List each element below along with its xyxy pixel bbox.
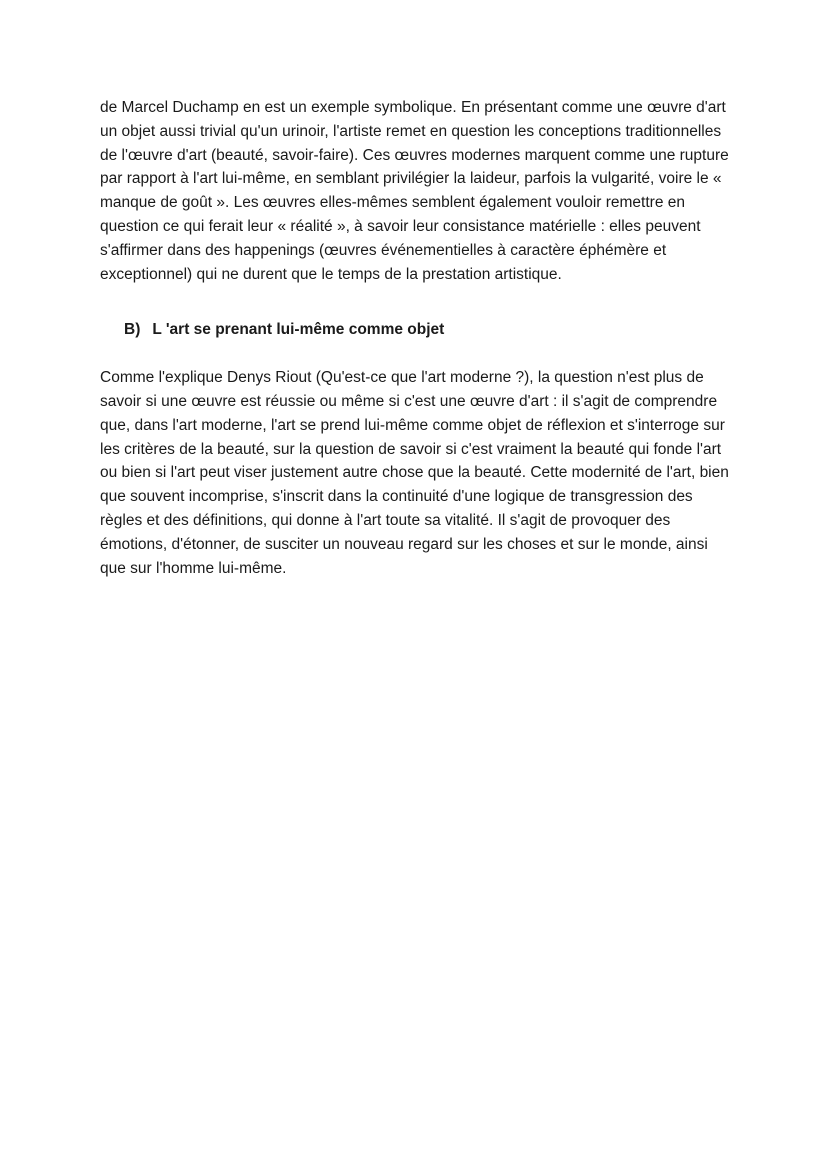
section-heading-text: L 'art se prenant lui-même comme objet: [152, 321, 445, 339]
paragraph-riout: Comme l'explique Denys Riout (Qu'est-ce que l'art moderne ?), la question n'est plus de savoir si une œuvre est réussie ou même si c'est une œuvre d'art : il s'agit de comprendre que, dans l'art moderne, l'art se prend lui-même comme objet de réflexion et s'interroge sur les critères de la beauté, sur la question de savoir si c'est vraiment la beauté qui fonde l'art ou bien si l'art peut viser justement autre chose que la beauté. Cette modernité de l'art, bien que souvent incomprise, s'inscrit dans la continuité d'une logique de transgression des règles et des définitions, qui donne à l'art toute sa vitalité. Il s'agit de provoquer des émotions, d'étonner, de susciter un nouveau regard sur les choses et sur le monde, ainsi que sur l'homme lui-même.: [100, 369, 729, 577]
document-content: [100, 96, 732, 580]
paragraph-duchamp: de Marcel Duchamp en est un exemple symbolique. En présentant comme une œuvre d'art un objet aussi trivial qu'un urinoir, l'artiste remet en question les conceptions traditionnelles de l'œuvre d'art (beauté, savoir-faire). Ces œuvres modernes marquent comme une rupture par rapport à l'art lui-même, en semblant privilégier la laideur, parfois la vulgarité, voire le « manque de goût ». Les œuvres elles-mêmes semblent également vouloir remettre en question ce qui ferait leur « réalité », à savoir leur consistance matérielle : elles peuvent s'affirmer dans des happenings (œuvres événementielles à caractère éphémère et exceptionnel) qui ne durent que le temps de la prestation artistique.: [100, 99, 729, 283]
section-heading: [124, 318, 732, 342]
section-heading-label: B): [124, 321, 141, 339]
